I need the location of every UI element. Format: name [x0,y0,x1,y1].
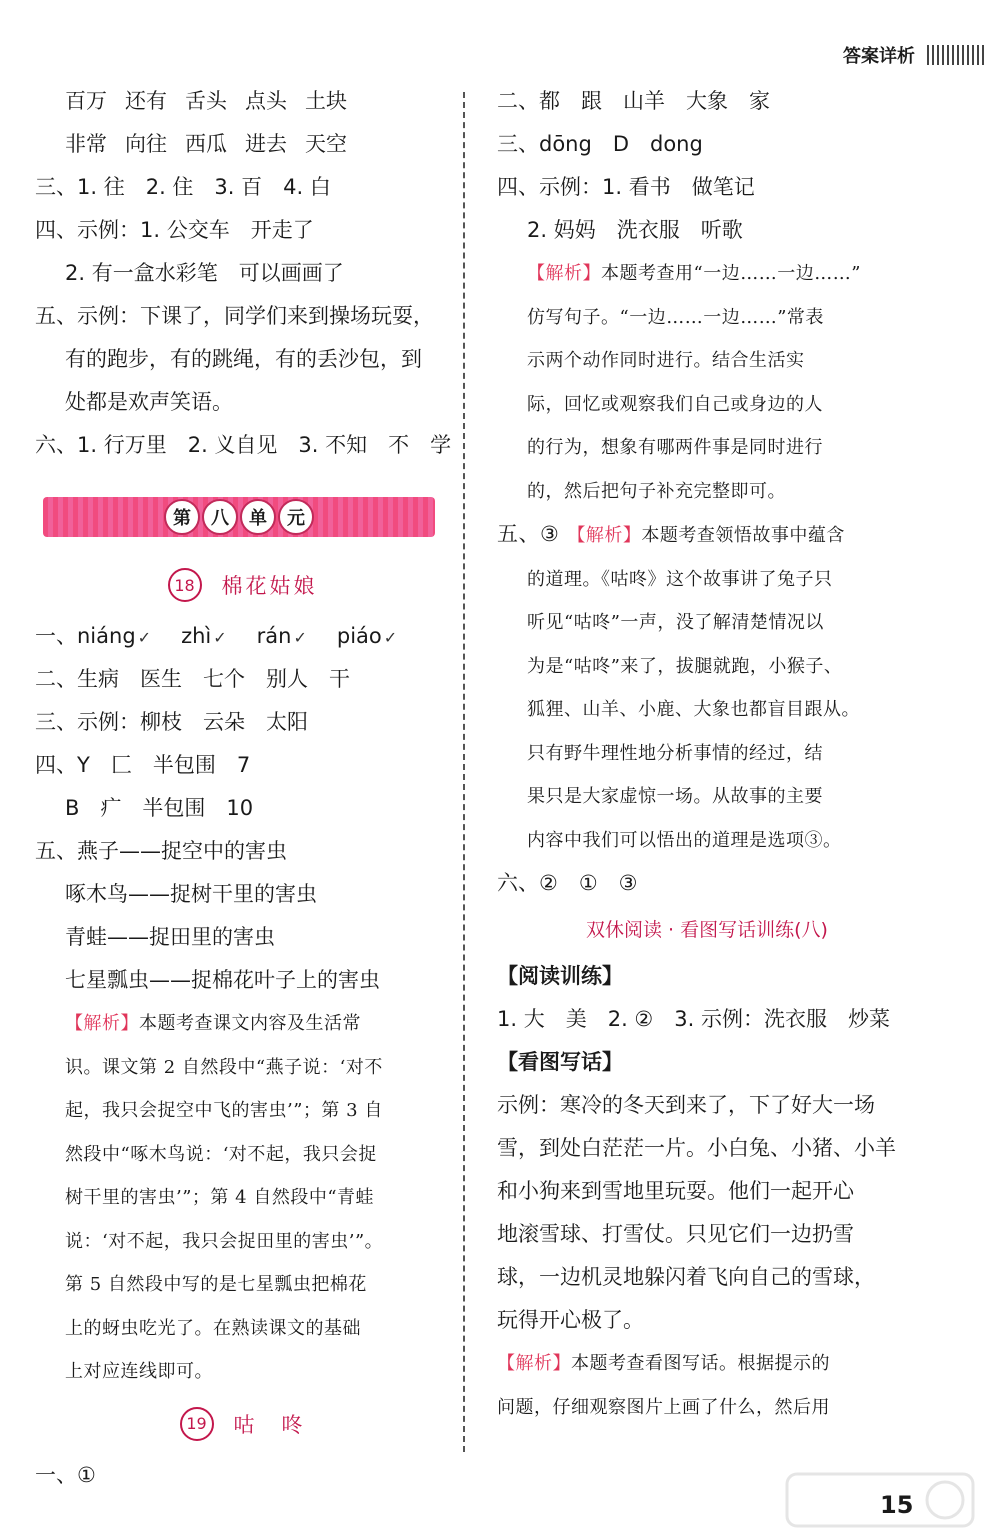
writing-line: 示例：寒冷的冬天到来了，下了好大一场 [497,1093,875,1117]
pinyin: piáo ✓ [337,615,397,658]
unit-char: 元 [278,499,314,535]
lesson-19-title [35,1394,450,1454]
analysis-text: 示两个动作同时进行。结合生活实 [527,350,805,371]
analysis-text: 树干里的害虫’”；第 4 自然段中“青蛙 [65,1187,375,1208]
unit-char: 八 [202,499,238,535]
r-q2: 二、都 跟 山羊 大象 家 [497,89,770,113]
word: 点头 [245,89,287,113]
word: 非常 [65,132,107,156]
weekend-section-title: 双休阅读 · 看图写话训练(八) [586,919,828,941]
lesson-number: 18 [168,568,202,602]
lesson-name: 棉花姑娘 [221,574,318,598]
word: 还有 [125,89,167,113]
analysis-tag: 【解析】 [567,525,642,546]
header-decoration [927,45,985,65]
right-column [497,80,917,1429]
word: 百万 [65,89,107,113]
l18-q5-1: 五、燕子——捉空中的害虫 [35,839,287,863]
q-prefix: 一、 [35,624,77,648]
analysis-text: 果只是大家虚惊一场。从故事的主要 [527,786,823,807]
answer-q5-2: 有的跑步，有的跳绳，有的丢沙包，到 [65,347,422,371]
analysis-text: 上的蚜虫吃光了。在熟读课文的基础 [65,1317,361,1339]
pinyin: niáng ✓ [77,615,151,658]
analysis-text: 本题考查用“一边……一边……” [601,263,861,284]
writing-line: 雪，到处白茫茫一片。小白兔、小猪、小羊 [497,1136,896,1160]
writing-line: 玩得开心极了。 [497,1308,644,1332]
analysis-text: 的行为，想象有哪两件事是同时进行 [527,437,823,458]
l18-q4-1: 四、Y 匚 半包围 7 [35,753,251,777]
analysis-tag: 【解析】 [497,1353,571,1374]
lesson-18-title [35,555,450,615]
l18-q5-3: 青蛙——捉田里的害虫 [65,925,275,949]
answer-q3: 三、1. 往 2. 住 3. 百 4. 白 [35,175,331,199]
word: 西瓜 [185,132,227,156]
analysis-text: 起，我只会捉空中飞的害虫’”；第 3 自 [65,1100,383,1121]
analysis-text: 的道理。《咕咚》这个故事讲了兔子只 [527,568,833,590]
writing-line: 地滚雪球、打雪仗。只见它们一边扔雪 [497,1222,854,1246]
writing-heading: 【看图写话】 [497,1050,623,1074]
analysis-text: 识。课文第 2 自然段中“燕子说：‘对不 [65,1056,383,1078]
analysis-text: 第 5 自然段中写的是七星瓢虫把棉花 [65,1274,367,1295]
l18-q4-2: B 疒 半包围 10 [65,796,254,820]
reading-heading: 【阅读训练】 [497,964,623,988]
r-q3: 三、dōng D dong [497,132,703,156]
analysis-tag: 【解析】 [65,1013,139,1034]
answer-q4-2: 2. 有一盒水彩笔 可以画画了 [65,261,344,285]
analysis-text: 本题考查领悟故事中蕴含 [641,525,845,546]
word: 进去 [245,132,287,156]
analysis-text: 本题考查课文内容及生活常 [139,1013,361,1034]
analysis-text: 听见“咕咚”一声，没了解清楚情况以 [527,612,824,633]
writing-line: 球，一边机灵地躲闪着飞向自己的雪球， [497,1265,875,1289]
r-q4-2: 2. 妈妈 洗衣服 听歌 [527,218,743,242]
pinyin: zhì ✓ [181,615,227,658]
answer-q5-3: 处都是欢声笑语。 [65,390,233,414]
pinyin: rán ✓ [257,615,307,658]
analysis-text: 只有野牛理性地分析事情的经过，结 [527,742,823,764]
writing-sample [497,1084,917,1342]
analysis-text: 上对应连线即可。 [65,1361,213,1382]
analysis-text: 际，回忆或观察我们自己或身边的人 [527,393,823,415]
words-row-1 [35,80,450,123]
words-row-2 [35,123,450,166]
writing-analysis [497,1342,917,1429]
unit-char: 第 [164,499,200,535]
answer-q6: 六、1. 行万里 2. 义自见 3. 不知 不 学 [35,433,452,457]
unit-banner [43,497,435,537]
lesson-name: 咕 咚 [233,1412,306,1437]
analysis-text: 然段中“啄木鸟说：‘对不起，我只会捉 [65,1143,377,1165]
answer-q4-1: 四、示例：1. 公交车 开走了 [35,218,314,242]
analysis-text: 的，然后把句子补充完整即可。 [527,480,786,502]
r-q6: 六、② ① ③ [497,871,638,895]
lesson-number: 19 [180,1407,214,1441]
unit-char: 单 [240,499,276,535]
analysis-text: 狐狸、山羊、小鹿、大象也都盲目跟从。 [527,699,860,720]
answer-q5-1: 五、示例：下课了，同学们来到操场玩耍， [35,304,434,328]
r-q4-1: 四、示例：1. 看书 做笔记 [497,175,755,199]
r-q4-analysis [497,252,917,513]
word: 天空 [305,132,347,156]
q-prefix: 五、③ [497,522,560,546]
analysis-text: 内容中我们可以悟出的道理是选项③。 [527,829,842,851]
header-title: 答案详析 [843,46,915,67]
analysis-tag: 【解析】 [527,263,601,284]
page-number: 15 [880,1491,914,1519]
analysis-text: 仿写句子。“一边……一边……”常表 [527,306,824,328]
analysis-text: 本题考查看图写话。根据提示的 [571,1353,830,1374]
page-header [843,38,985,72]
l18-q5-2: 啄木鸟——捉树干里的害虫 [65,882,317,906]
word: 土块 [305,89,347,113]
l19-q1: 一、① [35,1462,96,1487]
l18-q1-pinyin [35,615,450,658]
left-column [35,80,450,1497]
analysis-text: 问题，仔细观察图片上画了什么，然后用 [497,1396,830,1418]
l18-analysis [35,1002,450,1394]
word: 向往 [125,132,167,156]
analysis-text: 为是“咕咚”来了，拔腿就跑，小猴子、 [527,655,843,677]
r-q5-analysis [497,513,917,862]
reading-answer: 1. 大 美 2. ② 3. 示例：洗衣服 炒菜 [497,1007,890,1031]
writing-line: 和小狗来到雪地里玩耍。他们一起开心 [497,1179,854,1203]
l18-q3: 三、示例：柳枝 云朵 太阳 [35,710,308,734]
analysis-text: 说：‘对不起，我只会捉田里的害虫’”。 [65,1230,384,1252]
l18-q5-4: 七星瓢虫——捉棉花叶子上的害虫 [65,968,380,992]
column-divider [463,92,465,1452]
l18-q2: 二、生病 医生 七个 别人 干 [35,667,350,691]
word: 舌头 [185,89,227,113]
